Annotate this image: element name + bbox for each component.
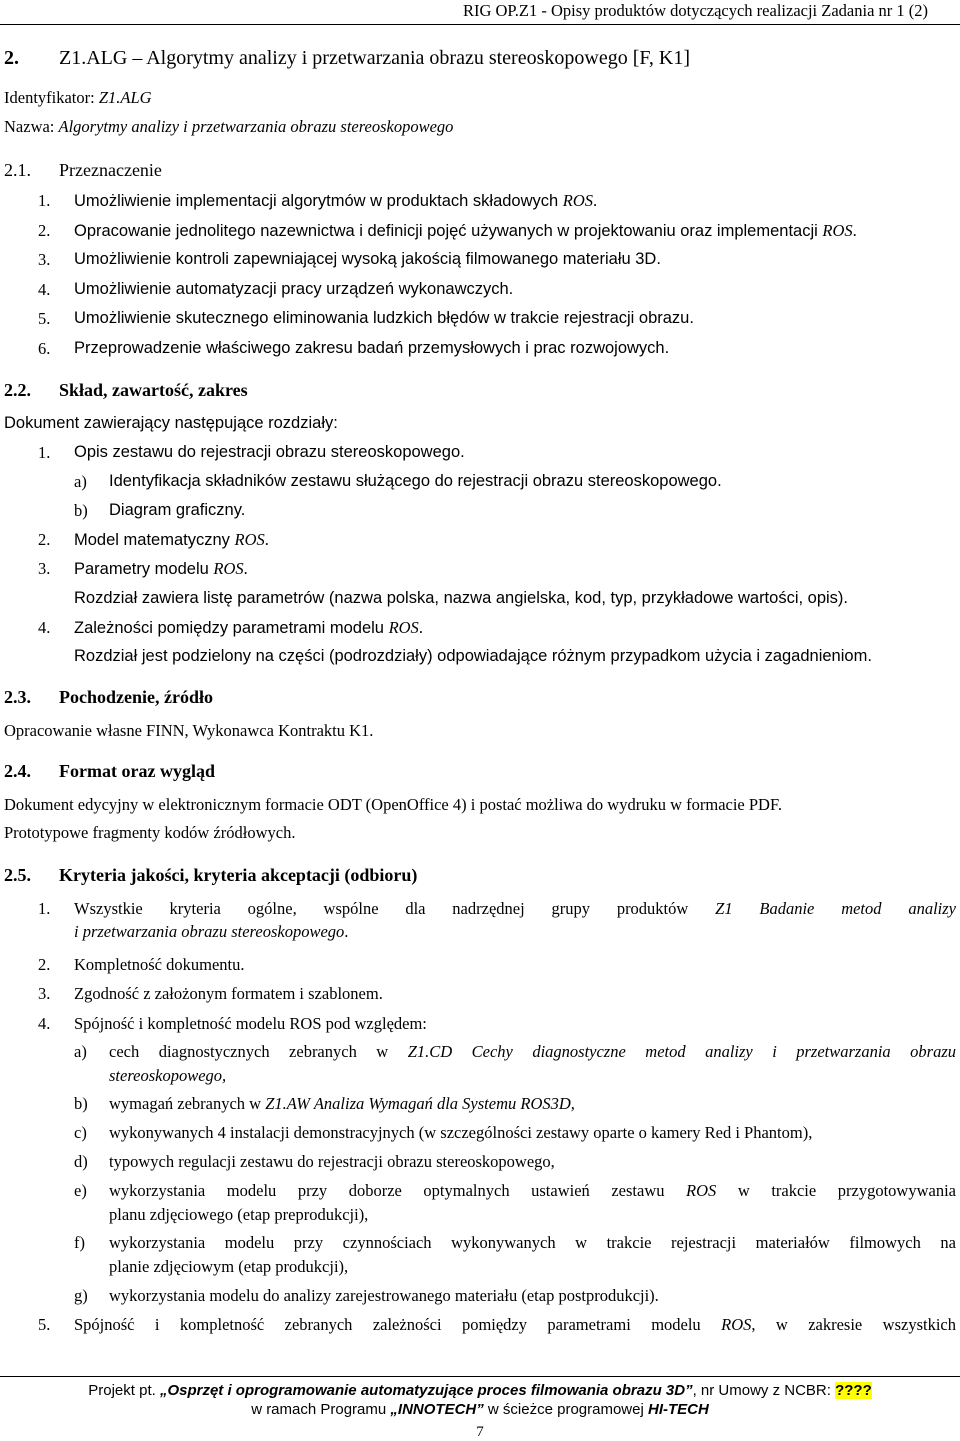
sublist-letter: c) xyxy=(74,1123,87,1142)
list-number: 4. xyxy=(38,280,51,299)
identifier-value: Z1.ALG xyxy=(98,88,152,107)
subsection-number: 2.4. xyxy=(4,761,31,781)
list-item: Model matematyczny ROS. xyxy=(74,530,269,549)
list-item: Umożliwienie skutecznego eliminowania ludzkich błędów w trakcie rejestracji obrazu. xyxy=(74,309,694,327)
section-title: Z1.ALG – Algorytmy analizy i przetwarzania obrazu stereoskopowego [F, K1] xyxy=(59,47,690,69)
name-line xyxy=(4,117,453,137)
sublist-item: wykorzystania modelu do analizy zarejestrowanego materiału (etap postprodukcji). xyxy=(109,1286,659,1305)
sublist-item: wykorzystania modelu przy czynnościach wykonywanych w trakcie rejestracji materiałów filmowych na xyxy=(109,1233,956,1252)
list-item-continuation: i przetwarzania obrazu stereoskopowego. xyxy=(74,922,349,941)
list-number: 1. xyxy=(38,443,51,462)
footer-rule xyxy=(0,1376,960,1377)
list-item: Opracowanie jednolitego nazewnictwa i definicji pojęć używanych w projektowaniu oraz implementacji ROS. xyxy=(74,221,857,240)
sublist-item: cech diagnostycznych zebranych w Z1.CD Cechy diagnostyczne metod analizy i przetwarzania obrazu xyxy=(109,1042,956,1061)
name-value: Algorytmy analizy i przetwarzania obrazu stereoskopowego xyxy=(58,117,454,136)
sublist-item: Identyfikacja składników zestawu służącego do rejestracji obrazu stereoskopowego. xyxy=(109,472,722,490)
list-item: Umożliwienie kontroli zapewniającej wysoką jakością filmowanego materiału 3D. xyxy=(74,250,661,268)
list-number: 2. xyxy=(38,530,51,549)
sublist-letter: a) xyxy=(74,472,87,491)
list-item: Zależności pomiędzy parametrami modelu ROS. xyxy=(74,618,423,637)
paragraph: Opracowanie własne FINN, Wykonawca Kontraktu K1. xyxy=(4,721,374,740)
paragraph: Prototypowe fragmenty kodów źródłowych. xyxy=(4,823,296,842)
list-item: Kompletność dokumentu. xyxy=(74,955,245,974)
list-item: Spójność i kompletność modelu ROS pod względem: xyxy=(74,1014,427,1033)
list-number: 3. xyxy=(38,559,51,578)
list-item: Przeprowadzenie właściwego zakresu badań przemysłowych i prac rozwojowych. xyxy=(74,339,670,357)
sublist-item: Diagram graficzny. xyxy=(109,501,246,519)
list-number: 5. xyxy=(38,309,51,328)
list-item: Wszystkie kryteria ogólne, wspólne dla nadrzędnej grupy produktów Z1 Badanie metod analizy xyxy=(74,899,956,918)
list-item: Zgodność z założonym formatem i szablonem. xyxy=(74,984,383,1003)
sublist-letter: e) xyxy=(74,1181,87,1200)
page-number: 7 xyxy=(476,1424,484,1440)
contract-number-placeholder: ???? xyxy=(835,1382,872,1399)
list-number: 2. xyxy=(38,955,51,974)
name-label: Nazwa: xyxy=(4,117,59,136)
header-rule xyxy=(0,24,960,25)
section-number: 2. xyxy=(4,47,19,69)
list-item-description: Rozdział jest podzielony na części (podrozdziały) odpowiadające różnym przypadkom użycia i zagadnieniom. xyxy=(74,647,872,665)
subsection-title: Kryteria jakości, kryteria akceptacji (odbioru) xyxy=(59,865,418,885)
sublist-item: wykorzystania modelu przy doborze optymalnych ustawień zestawu ROS w trakcie przygotowywania xyxy=(109,1181,956,1200)
sublist-letter: b) xyxy=(74,501,88,520)
list-number: 1. xyxy=(38,899,51,918)
list-number: 6. xyxy=(38,339,51,358)
sublist-letter: b) xyxy=(74,1094,88,1113)
subsection-number: 2.5. xyxy=(4,865,31,885)
list-number: 3. xyxy=(38,984,51,1003)
sublist-item: wymagań zebranych w Z1.AW Analiza Wymagań dla Systemu ROS3D, xyxy=(109,1094,575,1113)
list-item: Parametry modelu ROS. xyxy=(74,559,248,578)
list-number: 3. xyxy=(38,250,51,269)
sublist-continuation: planie zdjęciowym (etap produkcji), xyxy=(109,1257,349,1276)
identifier-label: Identyfikator: xyxy=(4,88,99,107)
paragraph: Dokument zawierający następujące rozdziały: xyxy=(4,414,338,432)
sublist-letter: g) xyxy=(74,1286,88,1305)
subsection-number: 2.3. xyxy=(4,687,31,707)
subsection-title: Format oraz wygląd xyxy=(59,761,215,781)
identifier-line xyxy=(4,88,152,108)
sublist-continuation: stereoskopowego, xyxy=(109,1066,227,1085)
subsection-title: Pochodzenie, źródło xyxy=(59,687,213,707)
paragraph: Dokument edycyjny w elektronicznym formacie ODT (OpenOffice 4) i postać możliwa do wydruku w formacie PDF. xyxy=(4,795,782,814)
subsection-number: 2.2. xyxy=(4,380,31,400)
sublist-letter: f) xyxy=(74,1233,85,1252)
footer-program-line: w ramach Programu „INNOTECH” w ścieżce programowej HI-TECH xyxy=(251,1401,709,1418)
list-item: Opis zestawu do rejestracji obrazu stereoskopowego. xyxy=(74,443,465,461)
list-number: 5. xyxy=(38,1315,51,1334)
sublist-letter: a) xyxy=(74,1042,87,1061)
footer-project-line: Projekt pt. „Osprzęt i oprogramowanie automatyzujące proces filmowania obrazu 3D”, nr Umowy z NCBR: ???? xyxy=(88,1382,872,1399)
list-item: Umożliwienie automatyzacji pracy urządzeń wykonawczych. xyxy=(74,280,514,298)
list-number: 2. xyxy=(38,221,51,240)
sublist-letter: d) xyxy=(74,1152,88,1171)
subsection-title: Przeznaczenie xyxy=(59,160,162,180)
sublist-item: typowych regulacji zestawu do rejestracji obrazu stereoskopowego, xyxy=(109,1152,555,1171)
list-number: 4. xyxy=(38,1014,51,1033)
subsection-title: Skład, zawartość, zakres xyxy=(59,380,248,400)
list-item: Spójność i kompletność zebranych zależności pomiędzy parametrami modelu ROS, w zakresie wszystkich xyxy=(74,1315,956,1334)
running-header: RIG OP.Z1 - Opisy produktów dotyczących realizacji Zadania nr 1 (2) xyxy=(462,1,928,20)
list-item-description: Rozdział zawiera listę parametrów (nazwa polska, nazwa angielska, kod, typ, przykładowe wartości, opis). xyxy=(74,589,849,607)
list-number: 4. xyxy=(38,618,51,637)
subsection-number: 2.1. xyxy=(4,160,31,180)
list-item: Umożliwienie implementacji algorytmów w produktach składowych ROS. xyxy=(74,191,598,210)
list-number: 1. xyxy=(38,191,51,210)
sublist-item: wykonywanych 4 instalacji demonstracyjnych (w szczególności zestawy oparte o kamery Red i Phantom), xyxy=(109,1123,813,1142)
sublist-continuation: planu zdjęciowego (etap preprodukcji), xyxy=(109,1205,369,1224)
